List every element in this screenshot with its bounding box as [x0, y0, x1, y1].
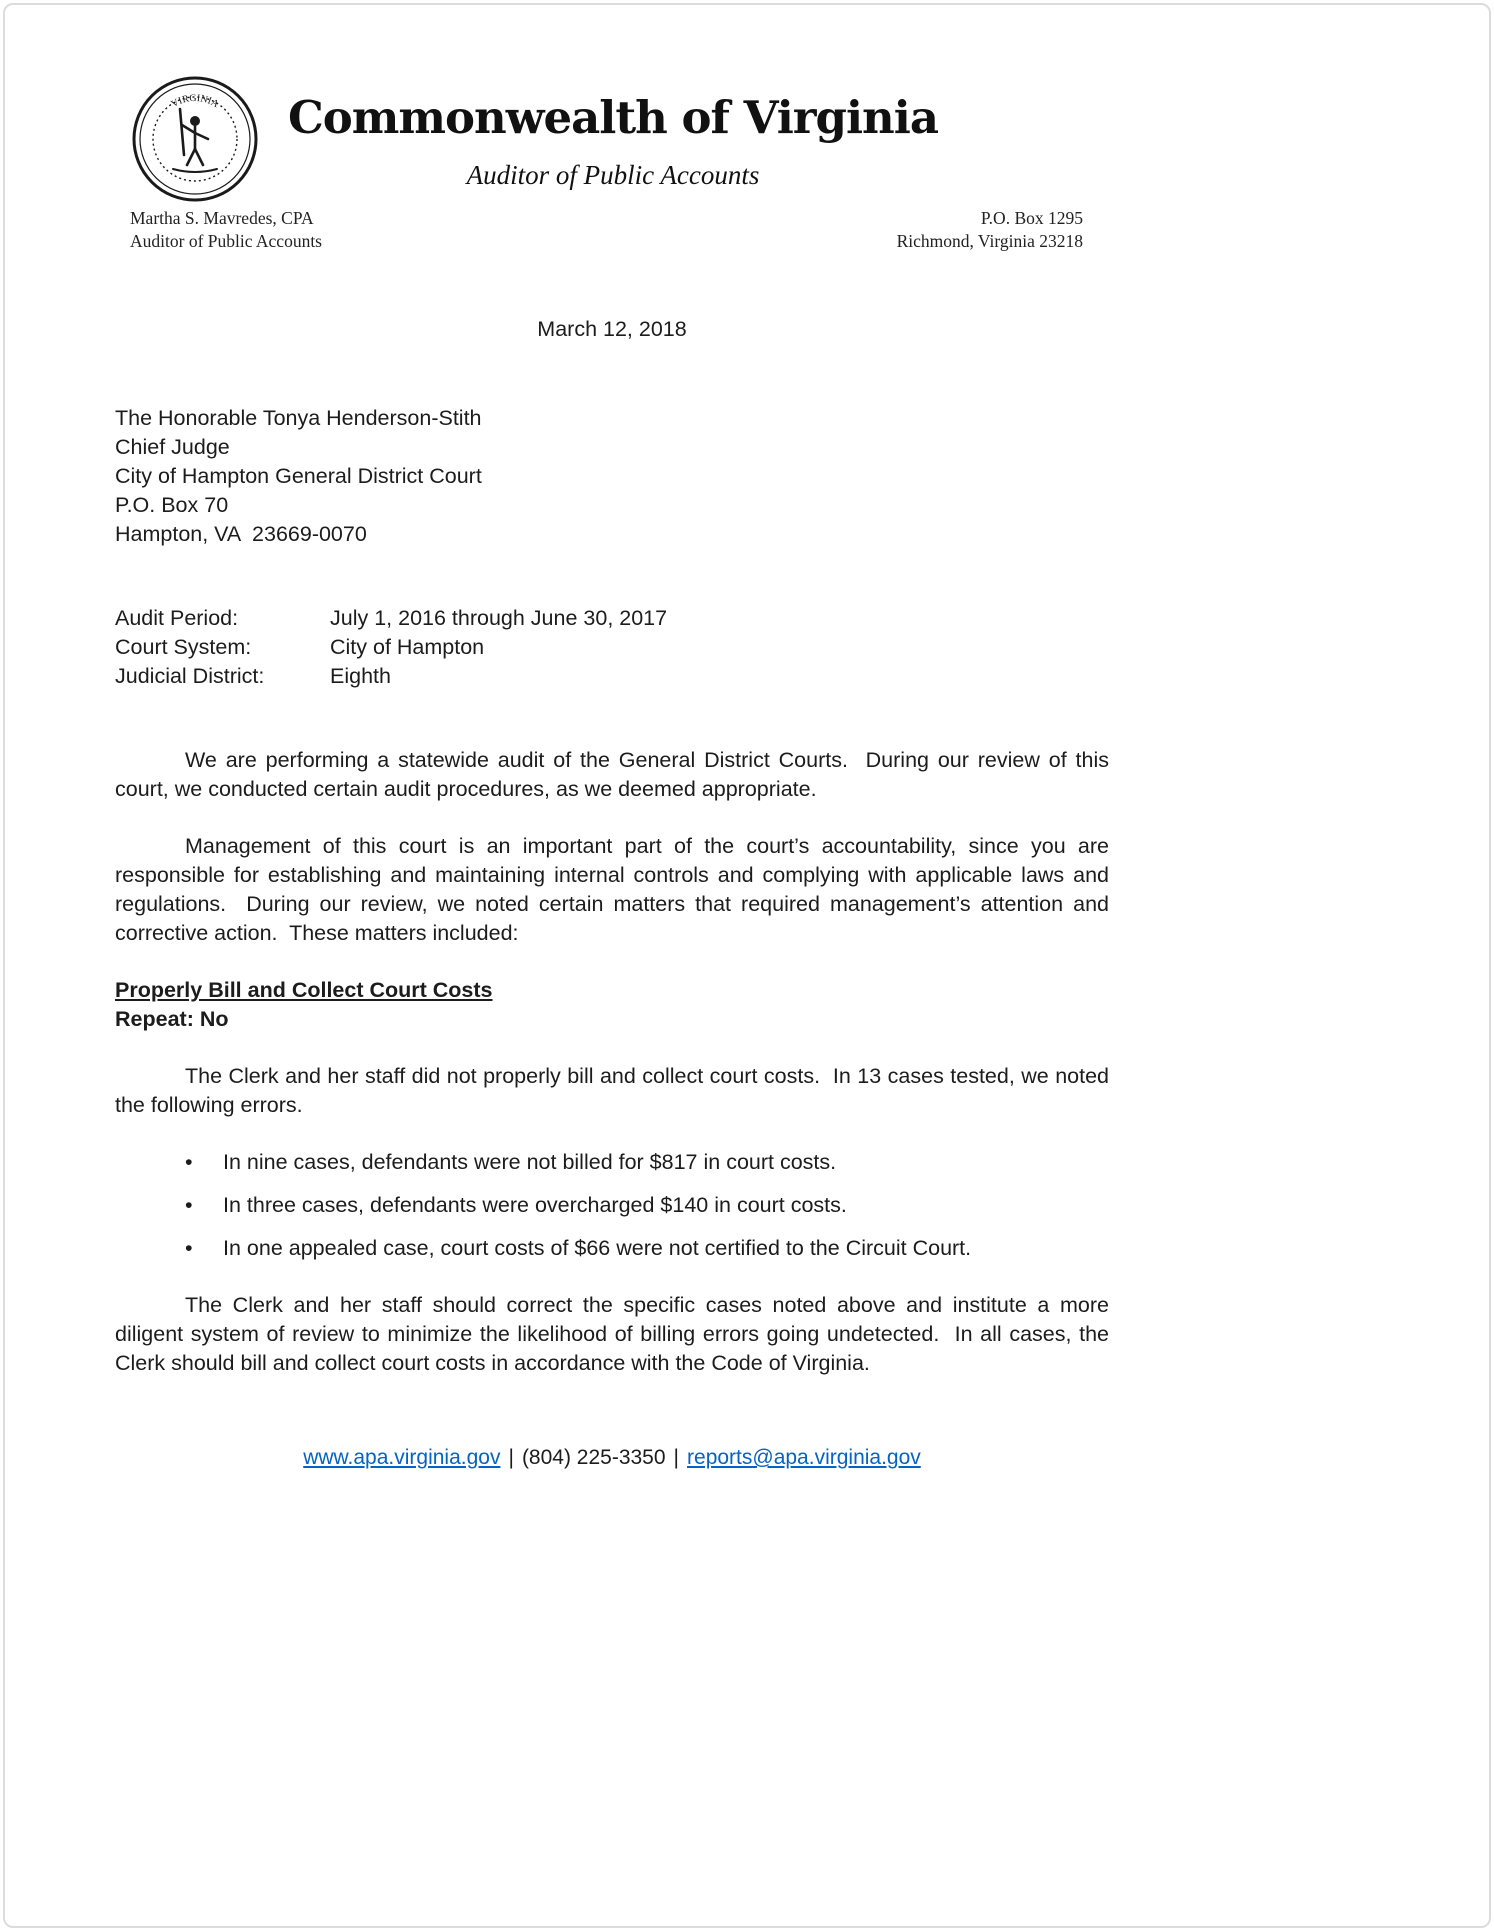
recipient-line: The Honorable Tonya Henderson-Stith	[115, 406, 482, 430]
seal-arc-text: VIRGINIA	[169, 92, 221, 111]
footer-separator: |	[508, 1446, 514, 1469]
address-line-1: P.O. Box 1295	[980, 208, 1083, 228]
org-title: Commonwealth of Virginia	[287, 91, 939, 144]
meta-row-court-system	[115, 633, 1109, 662]
recipient-line: Chief Judge	[115, 435, 230, 459]
paragraph-intro: We are performing a statewide audit of the General District Courts. During our review of this court, we conducted certain audit procedures, as we deemed appropriate.	[115, 748, 1115, 801]
paragraph-closing: The Clerk and her staff should correct the specific cases noted above and institute a more diligent system of review to minimize the likelihood of billing errors going undetected. In all cases, the Clerk should bill and collect court costs in accordance with the Code of Virginia.	[115, 1293, 1115, 1375]
bullet-item: • In one appealed case, court costs of $66 were not certified to the Circuit Court.	[115, 1234, 1109, 1263]
meta-label: Judicial District:	[115, 664, 265, 688]
letterhead-official-block	[130, 207, 322, 253]
recipient-line: Hampton, VA 23669-0070	[115, 522, 367, 546]
footer-website-link[interactable]: www.apa.virginia.gov	[303, 1446, 501, 1469]
paragraph-management: Management of this court is an important part of the court’s accountability, since you are responsible for establishing and maintaining internal controls and complying with applicable laws and regulations. During our review, we noted certain matters that required management’s attention and corrective action. These matters included:	[115, 834, 1115, 945]
meta-label: Audit Period:	[115, 606, 239, 630]
letter-date: March 12, 2018	[537, 317, 687, 341]
footer-phone: (804) 225-3350	[521, 1446, 666, 1469]
letterhead	[5, 5, 1489, 270]
meta-row-audit-period	[115, 604, 1109, 633]
footer-separator: |	[673, 1446, 680, 1469]
official-title: Auditor of Public Accounts	[130, 231, 322, 251]
bullet-item: • In three cases, defendants were overcharged $140 in court costs.	[115, 1191, 1109, 1220]
bullet-item: • In nine cases, defendants were not billed for $817 in court costs.	[115, 1148, 1109, 1177]
meta-value: July 1, 2016 through June 30, 2017	[330, 606, 668, 630]
letter-footer	[115, 1443, 1109, 1472]
letter-page	[3, 3, 1491, 1928]
letterhead-address-block	[897, 207, 1083, 253]
finding-title: Properly Bill and Collect Court Costs	[115, 978, 493, 1002]
official-name: Martha S. Mavredes, CPA	[130, 208, 314, 228]
meta-label: Court System:	[115, 635, 252, 659]
paragraph-finding: The Clerk and her staff did not properly bill and collect court costs. In 13 cases tested, we noted the following errors.	[115, 1064, 1115, 1117]
recipient-line: City of Hampton General District Court	[115, 464, 482, 488]
recipient-address-block	[115, 404, 1109, 549]
address-line-2: Richmond, Virginia 23218	[896, 231, 1083, 251]
finding-bullet-list	[115, 1148, 1109, 1263]
recipient-line: P.O. Box 70	[115, 493, 229, 517]
meta-value: City of Hampton	[330, 635, 485, 659]
meta-value: Eighth	[330, 664, 391, 688]
meta-row-judicial-district	[115, 662, 1109, 691]
finding-heading-block	[115, 976, 1109, 1034]
org-subtitle: Auditor of Public Accounts	[466, 160, 760, 190]
footer-email-link[interactable]: reports@apa.virginia.gov	[687, 1446, 921, 1469]
finding-repeat-label: Repeat: No	[115, 1007, 229, 1031]
audit-meta-block	[115, 604, 1109, 691]
letter-body	[115, 315, 1115, 1472]
